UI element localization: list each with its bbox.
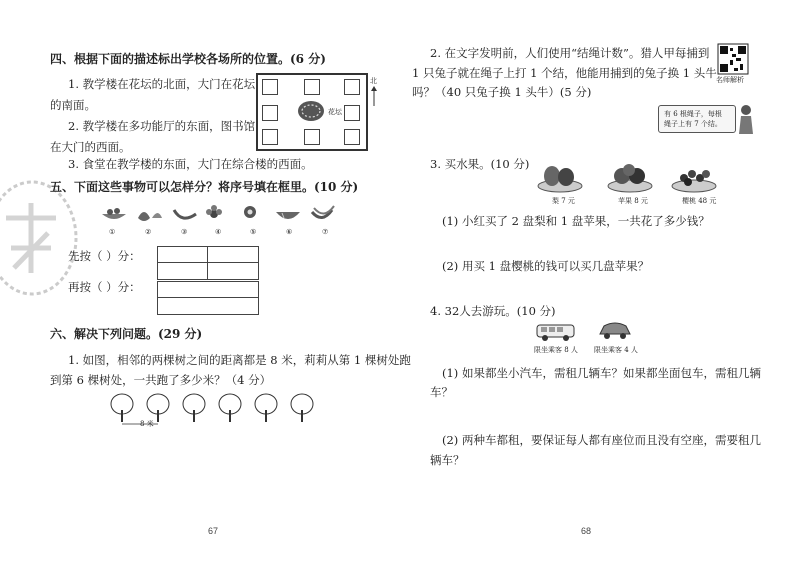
s4-item1-line1: 1. 教学楼在花坛的北面，大门在花坛 bbox=[68, 77, 256, 91]
item-label-5: ⑤ bbox=[250, 228, 257, 236]
bubble-line2: 绳子上有 7 个结。 bbox=[664, 120, 722, 128]
fruit-plates bbox=[538, 160, 718, 194]
map-cell-e[interactable] bbox=[344, 105, 360, 121]
q2-line3: 吗？（40 只兔子换 1 头牛）(5 分) bbox=[412, 85, 592, 99]
minibus-icon bbox=[536, 322, 576, 342]
map-cell-ne[interactable] bbox=[344, 79, 360, 95]
item-label-4: ④ bbox=[215, 228, 222, 236]
q2-line1: 2. 在文字发明前，人们使用“结绳计数”。猎人甲每捕到 bbox=[430, 46, 710, 60]
cherry-flower-icon bbox=[244, 206, 256, 218]
section5-title: 五、下面这些事物可以怎样分？将序号填在框里。(10 分) bbox=[50, 180, 359, 194]
map-cell-nw[interactable] bbox=[262, 79, 278, 95]
row-label-second: 再按（ ）分： bbox=[68, 280, 141, 294]
item-label-6: ⑥ bbox=[286, 228, 293, 236]
price-pear: 梨 7 元 bbox=[552, 197, 575, 205]
qr-code-icon[interactable] bbox=[718, 44, 748, 74]
q4-sub2-line2: 辆车？ bbox=[430, 453, 465, 467]
q4-sub1-line2: 车？ bbox=[430, 385, 453, 399]
bubble-line1: 有 6 根绳子，每根 bbox=[664, 110, 722, 118]
flower-bed-icon bbox=[296, 99, 326, 123]
q1-line1: 1. 如图，相邻的两棵树之间的距离都是 8 米，莉莉从第 1 棵树处跑 bbox=[68, 353, 411, 367]
map-cell-n[interactable] bbox=[304, 79, 320, 95]
banana-icon bbox=[174, 210, 196, 218]
row-label-first: 先按（ ）分： bbox=[68, 249, 141, 263]
tree-icon-1 bbox=[111, 394, 133, 422]
tree-icon-4 bbox=[219, 394, 241, 422]
map-cell-s[interactable] bbox=[304, 129, 320, 145]
minibus-capacity: 限坐乘客 8 人 bbox=[534, 346, 578, 354]
answer-box-2b[interactable] bbox=[157, 297, 259, 315]
tree-icon-6 bbox=[291, 394, 313, 422]
map-cell-w[interactable] bbox=[262, 105, 278, 121]
map-cell-se[interactable] bbox=[344, 129, 360, 145]
qr-caption: 名师解析 bbox=[716, 76, 744, 84]
section6-title: 六、解决下列问题。(29 分) bbox=[50, 327, 203, 341]
page-number-left: 67 bbox=[208, 526, 219, 536]
right-page bbox=[400, 0, 800, 568]
s4-item2-line2: 在大门的西面。 bbox=[50, 140, 131, 154]
tree-icon-5 bbox=[255, 394, 277, 422]
s4-item2-line1: 2. 教学楼在多功能厅的东面，图书馆 bbox=[68, 119, 256, 133]
q3-title: 3. 买水果。(10 分) bbox=[430, 157, 530, 171]
north-arrow-icon bbox=[371, 86, 377, 106]
car-icon bbox=[598, 320, 632, 342]
q4-sub2-line1: (2) 两种车都租，要保证每人都有座位而且没有空座，需要租几 bbox=[442, 433, 761, 447]
s4-item3-line1: 3. 食堂在教学楼的东面，大门在综合楼的西面。 bbox=[68, 157, 313, 171]
banana-bunch-icon bbox=[312, 206, 334, 218]
answer-box-1c[interactable] bbox=[157, 262, 209, 280]
car-capacity: 限坐乘客 4 人 bbox=[594, 346, 638, 354]
q3-sub1: (1) 小红买了 2 盘梨和 1 盘苹果，一共花了多少钱？ bbox=[442, 214, 710, 228]
page-number-right: 68 bbox=[581, 526, 592, 536]
map-cell-sw[interactable] bbox=[262, 129, 278, 145]
apple-plate-icon bbox=[608, 164, 652, 192]
item-label-2: ② bbox=[145, 228, 152, 236]
tree-icon-3 bbox=[183, 394, 205, 422]
flower-bed-label: 花坛 bbox=[328, 108, 342, 116]
item-label-1: ① bbox=[109, 228, 116, 236]
q2-line2: 1 只兔子就在绳子上打 1 个结，他能用捕到的兔子换 1 头牛 bbox=[412, 66, 717, 80]
hunter-icon bbox=[736, 104, 756, 134]
price-apple: 苹果 8 元 bbox=[618, 197, 648, 205]
section4-title: 四、根据下面的描述标出学校各场所的位置。(6 分) bbox=[50, 52, 326, 66]
items-icons-row bbox=[100, 204, 340, 226]
school-map bbox=[256, 73, 368, 151]
item-label-3: ③ bbox=[181, 228, 188, 236]
basket-icon bbox=[102, 208, 126, 219]
melon-icon bbox=[276, 212, 300, 219]
q3-sub2: (2) 用买 1 盘樱桃的钱可以买几盘苹果？ bbox=[442, 259, 650, 273]
tree-icon-2 bbox=[147, 394, 169, 422]
tree-distance-label: 8 米 bbox=[140, 420, 154, 428]
price-cherry: 樱桃 48 元 bbox=[682, 197, 717, 205]
pear-plate-icon bbox=[538, 166, 582, 192]
cherry-plate-icon bbox=[672, 170, 716, 192]
q1-line2: 到第 6 棵树处，一共跑了多少米？（4 分） bbox=[50, 373, 272, 387]
answer-box-1d[interactable] bbox=[207, 262, 259, 280]
item-label-7: ⑦ bbox=[322, 228, 329, 236]
flower-icon bbox=[206, 205, 222, 218]
q4-title: 4. 32人去游玩。(10 分) bbox=[430, 304, 556, 318]
north-label: 北 bbox=[370, 77, 377, 85]
s4-item1-line2: 的南面。 bbox=[50, 98, 96, 112]
q4-sub1-line1: (1) 如果都坐小汽车，需租几辆车？如果都坐面包车，需租几辆 bbox=[442, 366, 761, 380]
hint-bubble bbox=[658, 105, 736, 133]
pear-icon bbox=[138, 212, 162, 221]
